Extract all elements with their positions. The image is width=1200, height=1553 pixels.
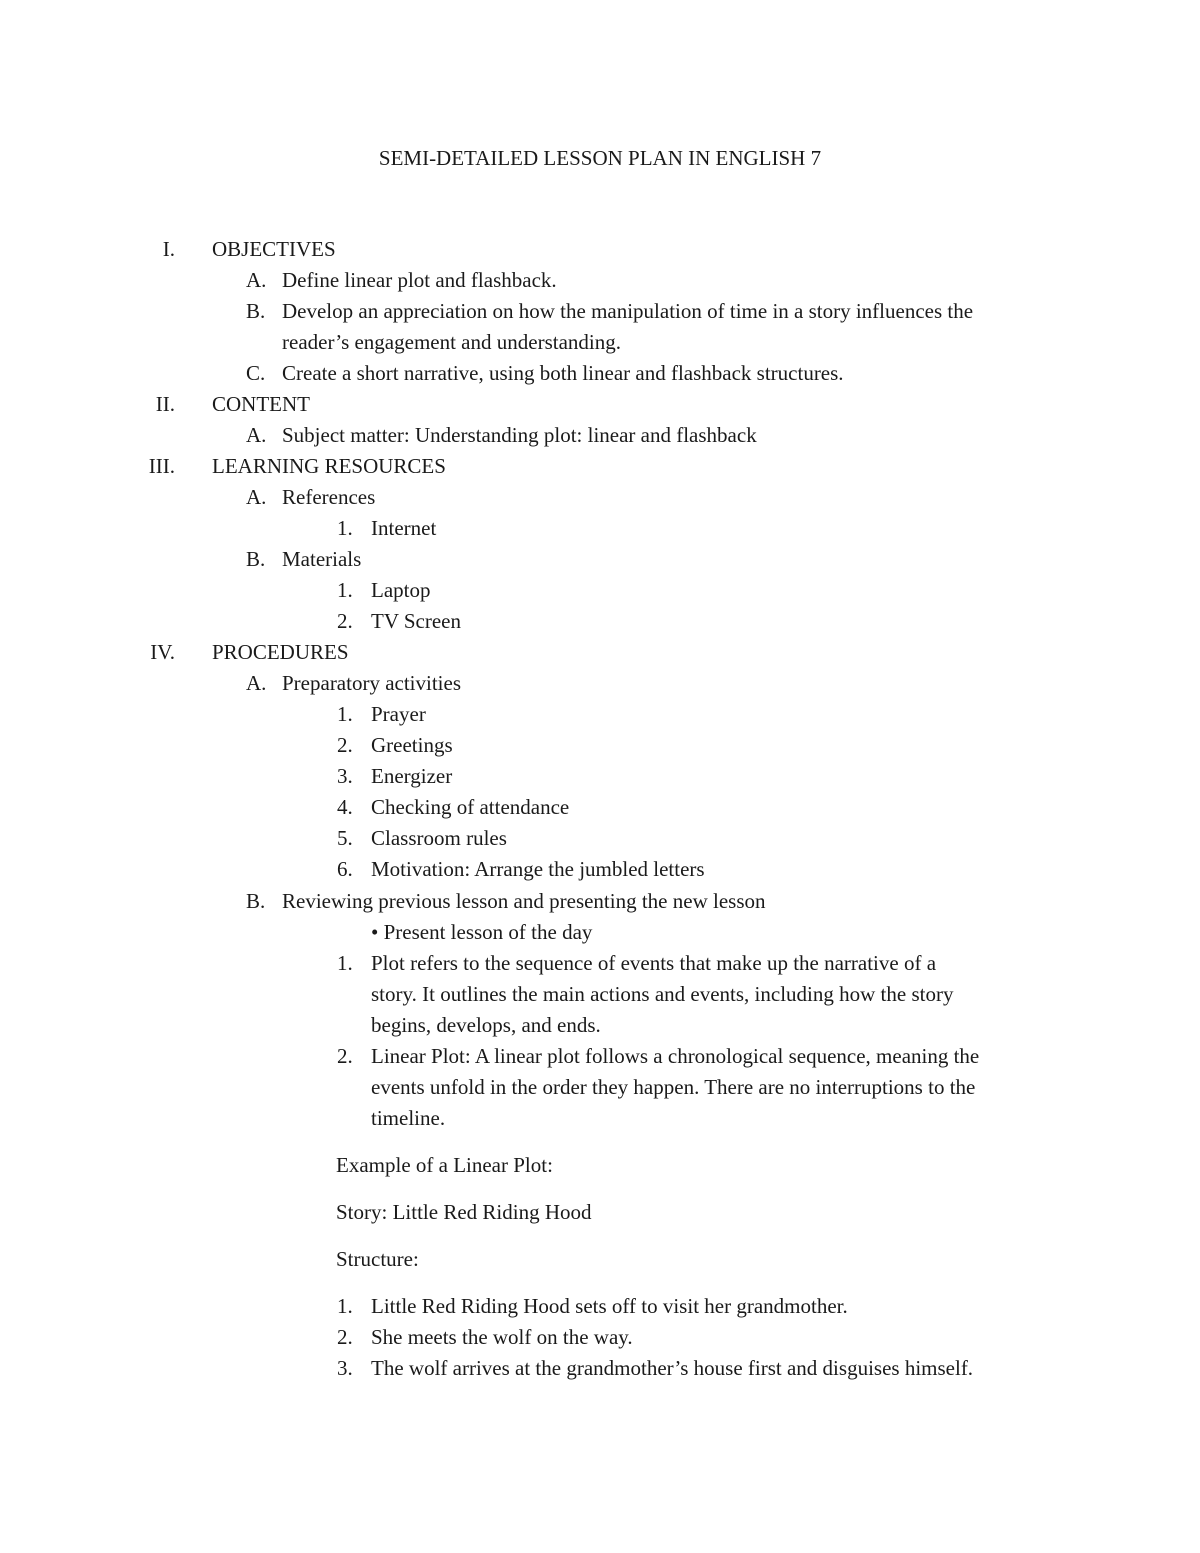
structure-item: Little Red Riding Hood sets off to visit her grandmother. (371, 1294, 848, 1318)
list-item: Motivation: Arrange the jumbled letters (371, 857, 705, 881)
item-letter: B. (246, 299, 266, 323)
objective-item-continued: reader’s engagement and understanding. (282, 330, 621, 354)
item-letter: A. (246, 671, 267, 695)
item-number: 2. (337, 1044, 353, 1068)
item-letter: A. (246, 268, 267, 292)
objective-item: Develop an appreciation on how the manipulation of time in a story influences the (282, 299, 974, 323)
paragraph-line: timeline. (371, 1106, 446, 1130)
list-item: Internet (371, 516, 437, 540)
section-numeral: I. (162, 237, 175, 261)
section-numeral: III. (148, 454, 175, 478)
item-number: 4. (337, 795, 353, 819)
list-item: Prayer (371, 702, 426, 726)
paragraph-line: Plot refers to the sequence of events that make up the narrative of a (371, 951, 937, 975)
list-item: Greetings (371, 733, 453, 757)
section-numeral: IV. (150, 640, 175, 664)
item-number: 1. (337, 1294, 353, 1318)
item-number: 1. (337, 702, 353, 726)
structure-item: She meets the wolf on the way. (371, 1325, 633, 1349)
item-letter: A. (246, 423, 267, 447)
section-heading: LEARNING RESOURCES (212, 454, 446, 478)
paragraph-line: Linear Plot: A linear plot follows a chronological sequence, meaning the (371, 1044, 980, 1068)
section-heading: OBJECTIVES (212, 237, 336, 261)
item-number: 1. (337, 516, 353, 540)
structure-label: Structure: (336, 1247, 419, 1271)
example-heading: Example of a Linear Plot: (336, 1153, 553, 1177)
section-heading: CONTENT (212, 392, 310, 416)
list-item: Classroom rules (371, 826, 507, 850)
list-item: TV Screen (371, 609, 461, 633)
objective-item: Create a short narrative, using both linear and flashback structures. (282, 361, 844, 385)
item-letter: B. (246, 889, 266, 913)
content-item: Subject matter: Understanding plot: linear and flashback (282, 423, 757, 447)
story-title: Story: Little Red Riding Hood (336, 1200, 592, 1224)
item-number: 6. (337, 857, 353, 881)
objective-item: Define linear plot and flashback. (282, 268, 557, 292)
materials-label: Materials (282, 547, 362, 571)
item-letter: B. (246, 547, 266, 571)
item-number: 2. (337, 1325, 353, 1349)
review-label: Reviewing previous lesson and presenting the new lesson (282, 889, 766, 913)
section-numeral: II. (155, 392, 175, 416)
item-number: 1. (337, 951, 353, 975)
references-label: References (282, 485, 376, 509)
item-number: 3. (337, 764, 353, 788)
item-letter: A. (246, 485, 267, 509)
item-number: 3. (337, 1356, 353, 1380)
item-number: 5. (337, 826, 353, 850)
list-item: Checking of attendance (371, 795, 570, 819)
preparatory-label: Preparatory activities (282, 671, 462, 695)
list-item: Energizer (371, 764, 453, 788)
page-title: SEMI-DETAILED LESSON PLAN IN ENGLISH 7 (378, 146, 822, 170)
bullet-item: • Present lesson of the day (371, 920, 593, 944)
paragraph-line: begins, develops, and ends. (371, 1013, 601, 1037)
paragraph-line: events unfold in the order they happen. There are no interruptions to the (371, 1075, 976, 1099)
list-item: Laptop (371, 578, 431, 602)
structure-item: The wolf arrives at the grandmother’s house first and disguises himself. (371, 1356, 974, 1380)
item-number: 2. (337, 733, 353, 757)
section-heading: PROCEDURES (212, 640, 349, 664)
item-number: 1. (337, 578, 353, 602)
paragraph-line: story. It outlines the main actions and events, including how the story (371, 982, 954, 1006)
item-letter: C. (246, 361, 266, 385)
item-number: 2. (337, 609, 353, 633)
